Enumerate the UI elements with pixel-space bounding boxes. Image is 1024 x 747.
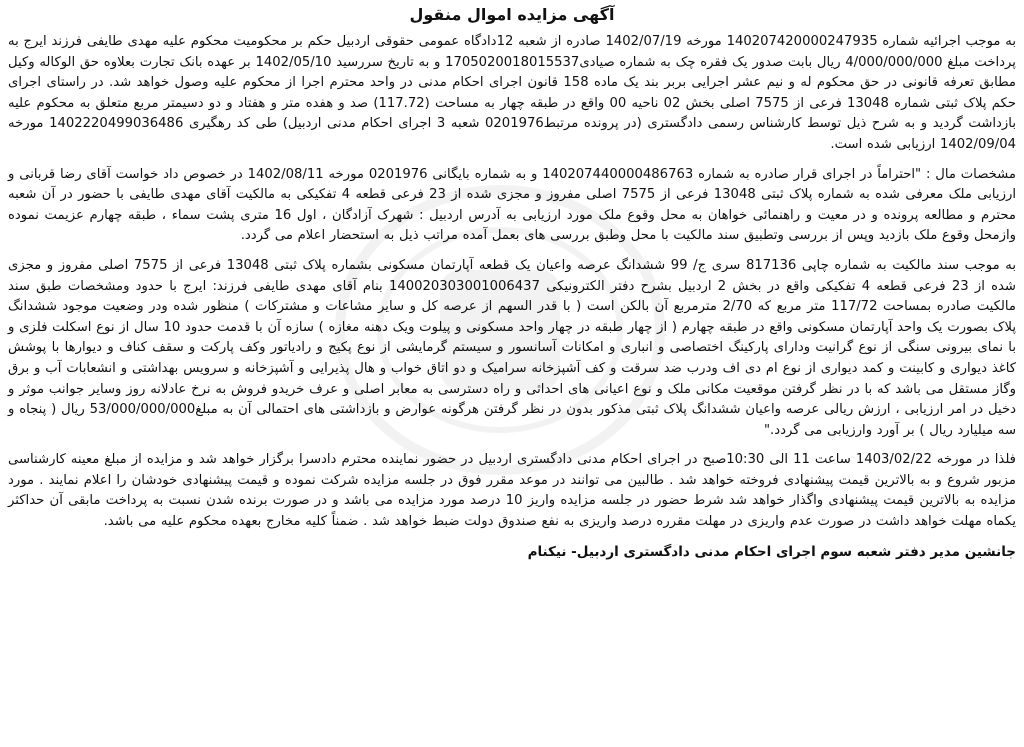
paragraph-deed-details: به موجب سند مالکیت به شماره چاپی 817136 سری ج/ 99 ششدانگ عرصه واعیان یک قطعه آپارتمان مسکونی بشماره پلاک ثبتی 13048 فرعی از 7575 اصلی مفروز و مجزی شده از 23 فرعی قطعه 4 تفکیکی واقع در بخش 2 اردبیل بشرح دفتر الکترونیکی 140020303001006437 بنام آقای مهدی طایفی فرزند: ایرج با حدود ومشخصات طبق سند مالکیت صادره بمساحت 117/72 متر مربع که 2/70 مترمربع آن بالکن است ( با قدر السهم از عرصه کل و سایر مشاعات و مشترکات ) منظور شده ودر وضعیت موجود ششدانگ پلاک بصورت یک واحد آپارتمان مسکونی واقع در طبقه چهارم ( از چهار طبقه در چهار واحد مسکونی و پیلوت ویک دهنه مغازه ) سازه آن با قدمت حدود 10 سال از نوع اسکلت فلزی و با نمای بیرونی سنگی از نوع گرانیت ودارای پارکینگ اختصاصی و انباری و امکانات آسانسور و سیستم گرمایشی از نوع پکیج و رادیاتور وکف پارکت و سقف کناف و دیوارها با پوشش کاغذ دیواری و کابینت و کمد دیواری از نوع ام دی اف ودرب ضد سرقت و کف آشپزخانه سرامیک و دو اتاق خواب و هال پذیرایی و آشپزخانه و سرویس بهداشتی و انشعابات آب و برق وگاز مستقل می باشد که با در نظر گرفتن موقعیت مکانی ملک و نوع اعیانی های احداثی و راه دسترسی به معابر اصلی و عرف خریدو فروش به نرخ عادلانه روز وسایر جوانب موثر و دخیل در امر ارزیابی ، ارزش ریالی عرصه واعیان ششدانگ پلاک ثبتی مذکور بدون در نظر گرفتن هرگونه عوارض و بازداشتی های احتمالی آن به مبلغ53/000/000/000 ریال ( پنجاه و سه میلیارد ریال ) بر آورد وارزیابی می گردد."	[8, 257, 1017, 438]
paragraph-auction-terms: فلذا در مورخه 1403/02/22 ساعت 11 الی 10:30صبح در اجرای احکام مدنی دادگستری اردبیل در حضور نماینده محترم دادسرا برگزار خواهد شد و مزایده از مبلغ معینه کارشناسی مزبور شروع و به بالاترین قیمت پیشنهادی فروخته خواهد شد . طالبین می توانند در موعد مقرر فوق در جلسه مزایده شرکت نموده و قیمت پیشنهادی خودشان را اعلام نمایند . مورد مزایده به بالاترین قیمت پیشنهادی واگذار خواهد شد شرط حضور در جلسه مزایده واریز 10 درصد مورد مزایده می باشد و در صورت برنده شدن نسبت به پرداخت مابقی آن حداکثر یکماه مهلت خواهد داشت در صورت عدم واریزی در مهلت مقرره درصد واریزی به نفع صندوق دولت ضبط خواهد شد . ضمناً کلیه مخارج بعهده محکوم علیه می باشد.	[8, 452, 1016, 530]
signature-line: جانشین مدیر دفتر شعبه سوم اجرای احکام مدنی دادگستری اردبیل- نیکنام	[527, 543, 1016, 560]
document-title: آگهی مزایده اموال منقول	[409, 5, 615, 24]
auction-notice-document	[8, 0, 1016, 747]
paragraph-property-specs: مشخصات مال : "احتراماً در اجرای قرار صادره به شماره 140207440000486763 و به شماره بایگانی 0201976 مورخه 1402/08/11 در خصوص داد خواست آقای رضا قربانی و ارزیابی ملک معرفی شده به شماره پلاک ثبتی 13048 فرعی از 7575 اصلی مفروز و مجزی شده از 23 فرعی قطعه 4 تفکیکی به مالکیت آقای مهدی طایفی با حضور در آن شعبه محترم و مطالعه پرونده و در معیت و راهنمائی خواهان به محل وقوع ملک مورد ارزیابی به آدرس اردبیل : شهرک آزادگان ، اول 16 متری پشت سماء ، طبقه چهارم عزیمت نموده وازمحل وقوع ملک بازدید وپس از بررسی وتطبیق سند مالکیت با محل وطبق بررسی های بعمل آمده مراتب ذیل به استحضار اعلام می گردد.	[8, 166, 1016, 244]
paragraph-execution-order: به موجب اجرائیه شماره 140207420000247935 مورخه 1402/07/19 صادره از شعبه 12دادگاه عمومی حقوقی اردبیل حکم بر محکومیت محکوم علیه مهدی طایفی فرزند ایرج به پرداخت مبلغ 4/000/000/000 ریال بابت صدور یک فقره چک به شماره صیادی1705020018015537 و به تاریخ سررسید 1402/05/10 بر عهده بانک تجارت بعلاوه حق الوکاله وکیل مطابق تعرفه قانونی در حق محکوم له و نیم عشر اجرایی بربر بند یک ماده 158 قانون اجرای احکام مدنی در واحد محترم اجرا از محکوم علیه وصول خواهد شد. در راستای اجرای حکم پلاک ثبتی شماره 13048 فرعی از 7575 اصلی بخش 02 ناحیه 00 واقع در طبقه چهار به مساحت (117.72) صد و هفده متر و هفتاد و دو دسیمتر مربع متعلق به محکوم علیه بازداشت گردید و به شرح ذیل توسط کارشناس رسمی دادگستری (در پرونده مرتبط0201976 شعبه 3 اجرای احکام مدنی اردبیل) طی کد رهگیری 1402220499036486 مورخه 1402/09/04 ارزیابی شده است.	[8, 34, 1016, 152]
